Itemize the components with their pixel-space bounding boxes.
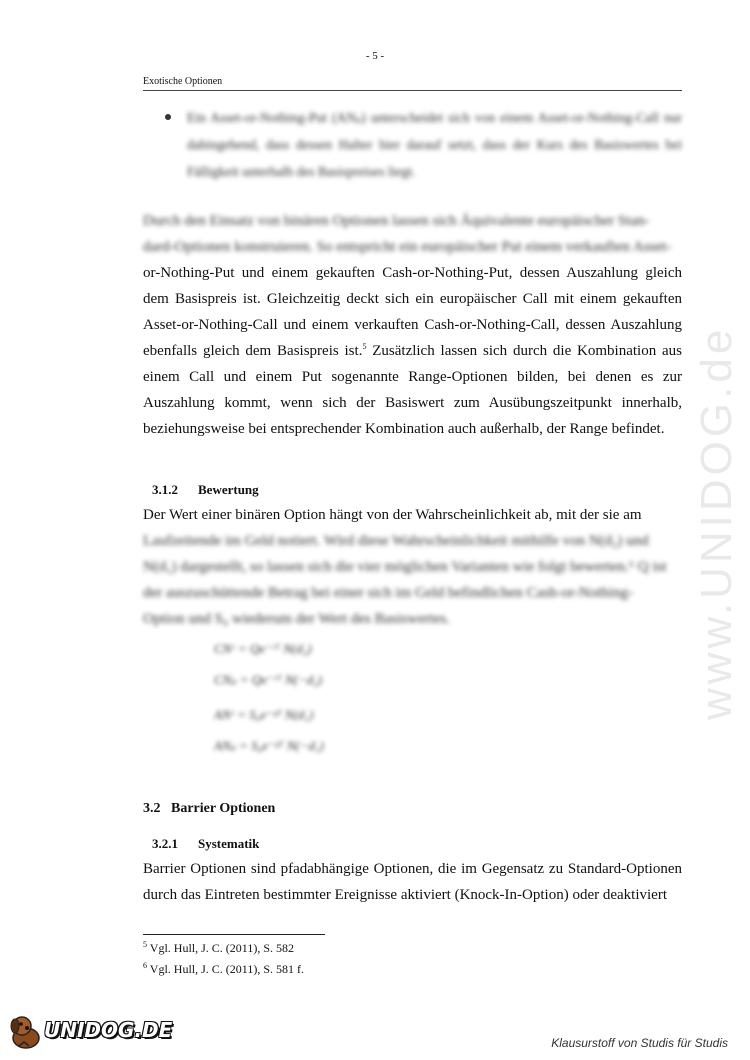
paragraph-barrier-options — [143, 856, 682, 908]
footnote-number: 5 — [143, 940, 147, 949]
paragraph-body — [143, 260, 682, 442]
blurred-line: dard-Optionen konstruieren. So entspricht ein europäischer Put einem verkauften Asset- — [143, 239, 672, 255]
footer-tagline: Klausurstoff von Studis für Studis — [551, 1036, 728, 1050]
section-number: 3.2.1 — [152, 836, 178, 851]
paragraph-text-b: Zusätzlich lassen sich durch die Kombination aus einem Call und einem Put sogenannte Range-Optionen bilden, bei denen es zur Auszahlung kommt, wenn sich der Basiswert zum Ausübungszeitpunkt innerhalb, beziehungsweise bei entsprechender Kombination auch außerhalb, der Range befindet. — [143, 343, 683, 437]
blurred-line: Laufzeitende im Geld notiert. Wird diese Wahrscheinlichkeit mithilfe von N(d₂) und — [143, 533, 649, 549]
dog-icon — [6, 1012, 46, 1052]
bullet-dot-icon — [165, 114, 171, 120]
bullet-text: Ein Asset-or-Nothing-Put (ANₚ) unterscheidet sich von einem Asset-or-Nothing-Call nur dahingehend, dass dessen Halter hier darauf setzt, dass der Kurs des Basiswertes bei Fälligkeit unterhalb des Basispreises liegt. — [187, 110, 682, 179]
paragraph-body: Barrier Optionen sind pfadabhängige Optionen, die im Gegensatz zu Standard-Optionen durch das Eintreten bestimmter Ereignisse aktiviert (Knock-In-Option) oder deaktiviert — [143, 861, 682, 903]
section-heading-3-1-2 — [152, 482, 259, 498]
section-heading-3-2-1 — [152, 836, 259, 852]
bullet-item — [165, 104, 682, 185]
footnote-5 — [143, 941, 294, 956]
watermark-text: www.UNIDOG.de — [692, 325, 741, 720]
section-number: 3.2 — [143, 801, 161, 816]
paragraph-binary-equivalents — [143, 208, 682, 442]
footnote-divider — [143, 934, 325, 935]
page-number: - 5 - — [365, 50, 385, 62]
blurred-line: Durch den Einsatz von binären Optionen lassen sich Äquivalente europäischer Stan- — [143, 213, 650, 229]
formula-asset-call: ANᶜ = S₀e⁻ᵍᵀ N(d₁) — [214, 707, 314, 722]
running-header: Exotische Optionen — [143, 76, 682, 91]
section-title: Barrier Optionen — [171, 801, 276, 816]
formula-asset-put: ANₚ = S₀e⁻ᵍᵀ N(−d₁) — [214, 738, 324, 753]
formula-cash-put: CNₚ = Qe⁻ʳᵀ N(−d₂) — [214, 672, 323, 687]
logo-text: UNIDOG.DE — [44, 1018, 173, 1042]
footnote-6 — [143, 962, 304, 977]
footnote-ref-5[interactable]: 5 — [362, 342, 367, 351]
section-heading-3-2 — [143, 801, 275, 817]
blurred-line: der auszuschüttende Betrag bei einer sich im Geld befindlichen Cash-or-Nothing- — [143, 585, 633, 601]
paragraph-text-a: or-Nothing-Put und einem gekauften Cash-or-Nothing-Put, dessen Auszahlung gleich dem Basispreis ist. Gleichzeitig deckt sich ein europäischer Call mit einem gekauften Asset-or-Nothing-Call und einem verkauften Cash-or-Nothing-Call, dessen Auszahlung ebenfalls gleich dem Basispreis ist. — [143, 265, 682, 359]
paragraph-first-line: Der Wert einer binären Option hängt von der Wahrscheinlichkeit ab, mit der sie am — [143, 507, 642, 523]
formula-cash-call: CNᶜ = Qe⁻ʳᵀ N(d₂) — [214, 641, 312, 656]
footnote-number: 6 — [143, 961, 147, 970]
paragraph-valuation — [143, 502, 682, 632]
footnote-text: Vgl. Hull, J. C. (2011), S. 582 — [149, 941, 295, 955]
section-title: Bewertung — [198, 482, 259, 497]
section-number: 3.1.2 — [152, 482, 178, 497]
section-title: Systematik — [198, 836, 260, 851]
blurred-line: Option und S₀ wiederum der Wert des Basiswertes. — [143, 611, 451, 627]
footnote-text: Vgl. Hull, J. C. (2011), S. 581 f. — [149, 962, 305, 976]
blurred-line: N(d₁) dargestellt, so lassen sich die vier möglichen Varianten wie folgt bewerten.⁶ Q ist — [143, 559, 667, 575]
unidog-logo[interactable] — [6, 1012, 173, 1052]
